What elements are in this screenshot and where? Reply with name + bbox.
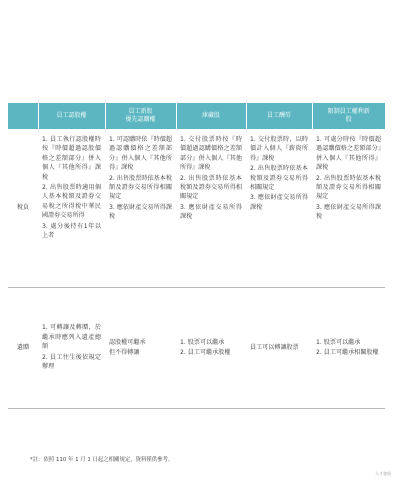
header-cell-empty	[8, 103, 38, 129]
header-cell-employee-compensation: 員工酬勞	[246, 103, 312, 129]
cell-item	[109, 174, 172, 202]
cell-item	[42, 183, 101, 221]
cell-item	[109, 348, 172, 357]
cell-item	[180, 338, 242, 347]
cell-item	[180, 174, 242, 202]
page-footer: 人才發展	[375, 471, 391, 476]
cell-item	[109, 338, 172, 347]
header-cell-preemptive-right: 員工新股 優先認購權	[105, 103, 176, 129]
cell-item	[316, 338, 381, 347]
cell-item-text: 但不得轉讓	[109, 349, 140, 356]
cell-item	[109, 135, 172, 173]
cell-item	[180, 203, 242, 222]
cell-item	[42, 353, 101, 372]
cell-item-text: 3. 應依財產交易所得課稅	[109, 203, 172, 221]
table-cell	[246, 288, 312, 409]
footnote: *註：依照 110 年 1 月 1 日起之相關規定，資料僅供參考。	[30, 457, 174, 463]
cell-item-text: 1. 可轉讓及轉贈，於繼承時應列入遺產總額	[42, 324, 101, 351]
cell-item-text: 2. 員工可繼承股權	[180, 349, 231, 356]
header-row	[8, 103, 385, 129]
cell-item-text: 1. 交付股票時按『時價超過認購價格之差額部分』併入個人『其他所得』課稅	[180, 136, 242, 172]
cell-item-text: 1. 交付股票時，以時價計入個人『薪資所得』課稅	[250, 136, 308, 162]
header-cell-treasury-stock: 庫藏股	[176, 103, 246, 129]
cell-item	[109, 203, 172, 222]
cell-item-text: 2. 出售股票時依基本稅額及證券交易所得相關規定	[109, 174, 172, 201]
cell-item	[180, 135, 242, 173]
cell-item	[316, 174, 381, 202]
table-cell	[176, 288, 246, 409]
cell-item	[250, 343, 308, 352]
cell-item	[250, 135, 308, 163]
cell-item	[42, 222, 101, 241]
cell-item-text: 1. 股票可以繼承	[316, 338, 361, 346]
cell-item-text: 1. 可處分時按『時價超過認購價格之差額部分』併入個人『其他所得』課稅	[316, 136, 381, 172]
cell-item	[180, 348, 242, 357]
table-row	[8, 288, 385, 409]
cell-item-text: 2. 出售股票時依基本稅額及證券交易所得相關規定	[316, 174, 381, 201]
header-cell-restricted-stock: 限制員工權利新 股	[312, 103, 385, 129]
row-label: 遺贈	[8, 288, 38, 409]
cell-item-text: 2. 出售股票時依基本稅額及證券交易所得相關規定	[250, 165, 308, 192]
cell-item	[316, 203, 381, 222]
cell-item-text: 3. 處分後持有1年以上者	[42, 222, 101, 240]
table-cell	[105, 129, 176, 288]
cell-item	[250, 164, 308, 192]
cell-item	[316, 135, 381, 173]
table-cell	[105, 288, 176, 409]
table-cell	[38, 288, 105, 409]
cell-item-text: 2. 員工可繼承相關股權	[316, 349, 379, 356]
table-cell	[246, 129, 312, 288]
cell-item-text: 1. 股票可以繼承	[180, 338, 225, 346]
cell-item	[316, 348, 381, 357]
cell-item-text: 2. 出售股票時適用個人基本稅額及證券交易稅之所得稅中華民國證券交易所得	[42, 184, 101, 220]
cell-item-text: 員工可以轉讓股票	[250, 343, 299, 351]
table-cell	[312, 288, 385, 409]
cell-item-text: 3. 應依財產交易所得課稅	[180, 203, 242, 221]
cell-item	[42, 323, 101, 351]
table-cell	[176, 129, 246, 288]
cell-item-text: 2. 出售股票時依基本稅額及證券交易所得相關規定	[180, 174, 242, 201]
table-row	[8, 129, 385, 288]
cell-item	[42, 135, 101, 182]
cell-item	[250, 193, 308, 212]
table-cell	[312, 129, 385, 288]
table-cell	[38, 129, 105, 288]
cell-item-text: 2. 員工往生後依規定辦理	[42, 353, 101, 371]
row-label: 稅負	[8, 129, 38, 288]
header-cell-employee-stock-option: 員工認股權	[38, 103, 105, 129]
cell-item-text: 3. 應依財產交易所得課稅	[316, 203, 381, 221]
cell-item-text: 3. 應依財產交易所得課稅	[250, 194, 308, 211]
cell-item-text: 1. 員工執行認股權時按『時價超過認股價格之差額部分』併入個人『其他所得』課稅	[42, 136, 101, 181]
comparison-table	[8, 103, 385, 409]
cell-item-text: 1. 可認購時依『時價超過認購價格之差額部分』併入個人『其他所得』課稅	[109, 136, 172, 172]
cell-item-text: 認股權可繼承	[109, 338, 146, 346]
